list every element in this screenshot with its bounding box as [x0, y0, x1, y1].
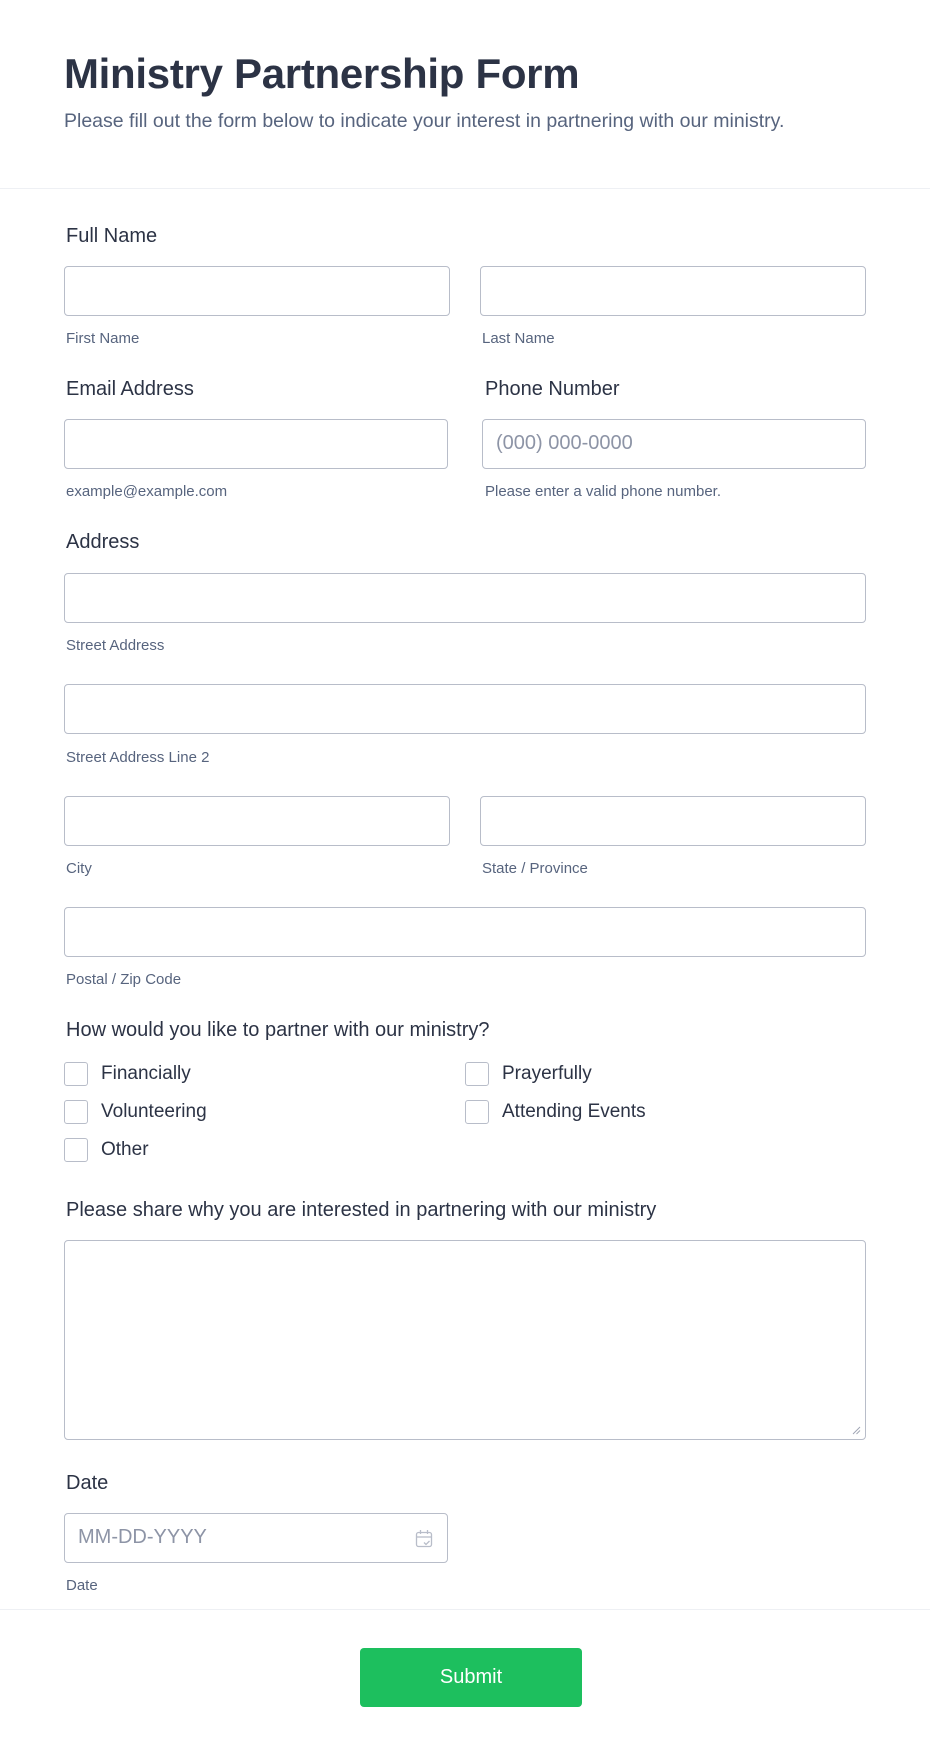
last-name-sublabel: Last Name [482, 330, 555, 347]
checkbox-attending-events[interactable] [465, 1100, 646, 1124]
date-label: Date [66, 1472, 109, 1494]
checkbox-box[interactable] [465, 1062, 489, 1086]
phone-sublabel: Please enter a valid phone number. [485, 483, 721, 500]
street-address-input[interactable] [64, 573, 866, 623]
resize-handle-icon[interactable] [851, 1425, 861, 1435]
email-label: Email Address [66, 378, 194, 400]
phone-label: Phone Number [485, 378, 620, 400]
date-input[interactable] [64, 1513, 448, 1563]
email-sublabel: example@example.com [66, 483, 228, 500]
zip-input[interactable] [64, 907, 866, 957]
checkbox-label: Prayerfully [502, 1063, 592, 1084]
header-divider [0, 188, 930, 189]
first-name-sublabel: First Name [66, 330, 140, 347]
calendar-icon[interactable] [415, 1529, 433, 1549]
reason-label: Please share why you are interested in partnering with our ministry [66, 1199, 657, 1221]
date-placeholder: MM-DD-YYYY [78, 1526, 207, 1548]
checkbox-other[interactable] [64, 1138, 149, 1162]
checkbox-box[interactable] [465, 1100, 489, 1124]
street-address-line2-sublabel: Street Address Line 2 [66, 749, 210, 766]
phone-input[interactable] [482, 419, 866, 469]
checkbox-label: Volunteering [101, 1101, 207, 1122]
checkbox-box[interactable] [64, 1062, 88, 1086]
street-address-line2-input[interactable] [64, 684, 866, 734]
state-input[interactable] [480, 796, 866, 846]
address-label: Address [66, 531, 140, 553]
first-name-input[interactable] [64, 266, 450, 316]
checkbox-label: Other [101, 1139, 149, 1160]
reason-textarea[interactable] [64, 1240, 866, 1440]
checkbox-financially[interactable] [64, 1062, 191, 1086]
street-address-sublabel: Street Address [66, 637, 165, 654]
submit-button[interactable]: Submit [360, 1648, 582, 1707]
footer-divider [0, 1609, 930, 1610]
checkbox-volunteering[interactable] [64, 1100, 207, 1124]
form-subtitle: Please fill out the form below to indicate your interest in partnering with our ministry. [64, 110, 785, 132]
date-sublabel: Date [66, 1577, 98, 1594]
checkbox-label: Financially [101, 1063, 191, 1084]
partner-question-label: How would you like to partner with our ministry? [66, 1019, 490, 1041]
full-name-label: Full Name [66, 225, 158, 247]
checkbox-box[interactable] [64, 1100, 88, 1124]
city-sublabel: City [66, 860, 92, 877]
checkbox-prayerfully[interactable] [465, 1062, 592, 1086]
phone-placeholder: (000) 000-0000 [496, 432, 633, 454]
last-name-input[interactable] [480, 266, 866, 316]
checkbox-label: Attending Events [502, 1101, 646, 1122]
checkbox-box[interactable] [64, 1138, 88, 1162]
state-sublabel: State / Province [482, 860, 588, 877]
form-title: Ministry Partnership Form [64, 50, 580, 97]
email-input[interactable] [64, 419, 448, 469]
zip-sublabel: Postal / Zip Code [66, 971, 182, 988]
city-input[interactable] [64, 796, 450, 846]
